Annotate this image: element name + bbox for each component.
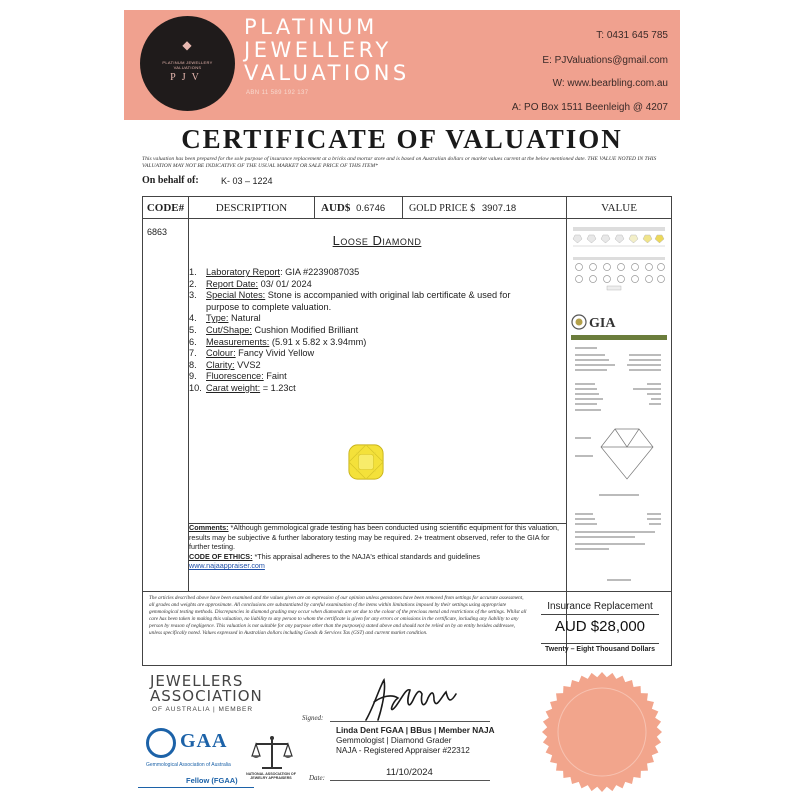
gaa-subtitle: Gemmological Association of Australia	[146, 762, 231, 768]
comments-label: Comments:	[189, 523, 229, 532]
signer-registration: NAJA - Registered Appraiser #22312	[336, 746, 470, 755]
date-line	[330, 780, 490, 781]
behalf-label: On behalf of:	[142, 175, 199, 186]
valuation-disclaimer: This valuation has been prepared for the sole purpose of insurance replacement at a bricks and mortar store and is based on Australian dollars or market values current at the below mentioned date. THE VALUE NOTED IN THIS VALUATION MAY NOT BE INDICATIVE OF THE USUAL MARKET OR SALE PRICE OF THIS ITEM*	[142, 156, 657, 169]
list-item: 4. Type: Natural	[189, 313, 261, 324]
insurance-value-words: Twenty – Eight Thousand Dollars	[541, 643, 659, 653]
ja-subtitle: OF AUSTRALIA | MEMBER	[152, 706, 254, 713]
insurance-replacement-box	[541, 601, 659, 653]
ja-line: JEWELLERS	[150, 672, 244, 690]
gold-value: 3907.18	[481, 203, 517, 214]
list-item: 5. Cut/Shape: Cushion Modified Brilliant	[189, 324, 359, 335]
contact-phone: T: 0431 645 785	[596, 30, 668, 41]
list-item: 2. Report Date: 03/ 01/ 2024	[189, 278, 312, 289]
gaa-emblem-icon	[146, 728, 176, 758]
insurance-label: Insurance Replacement	[541, 601, 659, 615]
header-description: DESCRIPTION	[189, 197, 315, 219]
brand-name	[244, 16, 410, 85]
abn-number: ABN 11 589 192 137	[246, 90, 309, 96]
date-value: 11/10/2024	[386, 767, 433, 778]
list-item: 10. Carat weight: = 1.23ct	[189, 382, 296, 393]
logo-monogram: PJV	[170, 72, 205, 83]
signature-line	[330, 721, 490, 722]
aud-label: AUD$	[321, 202, 351, 214]
brand-line: VALUATIONS	[244, 61, 410, 85]
contact-address: A: PO Box 1511 Beenleigh @ 4207	[511, 102, 668, 113]
divider-line	[143, 591, 671, 592]
insurance-value: AUD $28,000	[554, 618, 646, 635]
brand-line: JEWELLERY	[244, 38, 392, 62]
behalf-value: K- 03 – 1224	[221, 176, 273, 186]
signer-details	[336, 726, 495, 756]
header-code: CODE#	[143, 197, 189, 219]
brand-line: PLATINUM	[244, 15, 378, 39]
header-banner	[124, 10, 680, 120]
colour-scale-chart	[573, 227, 665, 290]
comments-text: *Although gemmological grade testing has been conducted using scientific equipment for this valuation, results may be subjective & further laboratory testing may be required. 2+ treatment observed, refer to the GIA for further testing.	[189, 523, 559, 552]
list-item: 6. Measurements: (5.91 x 5.82 x 3.94mm)	[189, 336, 367, 347]
yellow-diamond-image	[347, 443, 385, 481]
naja-link[interactable]: www.najaappraiser.com	[189, 561, 265, 571]
list-item: 3. Special Notes: Stone is accompanied with original lab certificate & used for purpose to complete valuation.	[189, 290, 511, 312]
divider-line	[138, 787, 254, 788]
jewellers-association-logo	[150, 674, 263, 704]
pjv-logo	[140, 16, 235, 111]
signer-title: Gemmologist | Diamond Grader	[336, 736, 452, 745]
list-item: 8. Clarity: VVS2	[189, 359, 261, 370]
date-label: Date:	[309, 774, 325, 782]
comments-section	[189, 523, 569, 571]
logo-arc-text: PLATINUM JEWELLERY VALUATIONS	[162, 60, 213, 70]
scales-of-justice-icon	[250, 734, 294, 774]
naja-logo-text: NATIONAL ASSOCIATION OF JEWELRY APPRAISERS	[246, 772, 296, 781]
diamond-icon: ◆	[182, 38, 192, 52]
company-seal	[540, 670, 664, 794]
ethics-label: CODE OF ETHICS:	[189, 551, 253, 561]
svg-text:GIA: GIA	[589, 316, 616, 331]
signed-label: Signed:	[302, 714, 324, 722]
signer-name: Linda Dent FGAA | BBus | Member NAJA	[336, 726, 495, 735]
item-details-list	[189, 267, 529, 395]
page-title: CERTIFICATE OF VALUATION	[181, 124, 623, 154]
contact-email[interactable]: E: PJValuations@gmail.com	[542, 55, 668, 66]
articles-disclaimer: The articles described above have been examined and the values given are an expression of our opinion unless gemstones have been removed from settings for accurate assessment, all grades and weights are approximate. All conclusions are substantiated by careful examination of the items within limitations imposed by their settings using appropriate gemmological testing methods. Discrepancies in diamond grading may occur when diamonds are set due to the colour of the precious metal and restrictions of the settings. Whilst all care has been taken in making this valuation, no liability to any person to whom the certificate is given for any errors or omissions in the certificate, including any liability to any person by reason of negligence. This valuation is not suitable for any purpose other than the purpose(s) stated above and should not be relied on by an entity besides addressee, unless specifically noted. Values expressed in Australian dollars including Goods & Services Tax (GST) and current market condition.	[149, 595, 527, 637]
item-title: Loose Diamond	[332, 233, 422, 248]
aud-value: 0.6746	[356, 203, 386, 214]
list-item: 7. Colour: Fancy Vivid Yellow	[189, 348, 315, 359]
header-gold	[403, 197, 567, 219]
list-item: 9. Fluorescence: Faint	[189, 371, 287, 382]
gia-report-thumbnail	[571, 315, 667, 581]
grading-report-panel	[567, 219, 671, 591]
ethics-text: *This appraisal adheres to the NAJA's ethical standards and guidelines	[252, 551, 481, 561]
gaa-wordmark: GAA	[180, 730, 228, 752]
fellow-text: Fellow (FGAA)	[186, 776, 238, 785]
item-code: 6863	[147, 227, 168, 237]
list-item: 1. Laboratory Report: GIA #2239087035	[189, 267, 360, 277]
gold-label: GOLD PRICE $	[409, 203, 476, 214]
handwritten-signature	[362, 676, 462, 724]
valuation-table	[142, 196, 672, 666]
ja-line: ASSOCIATION	[150, 687, 263, 705]
contact-website[interactable]: W: www.bearbling.com.au	[552, 78, 668, 89]
header-value: VALUE	[567, 197, 671, 219]
header-aud	[315, 197, 403, 219]
